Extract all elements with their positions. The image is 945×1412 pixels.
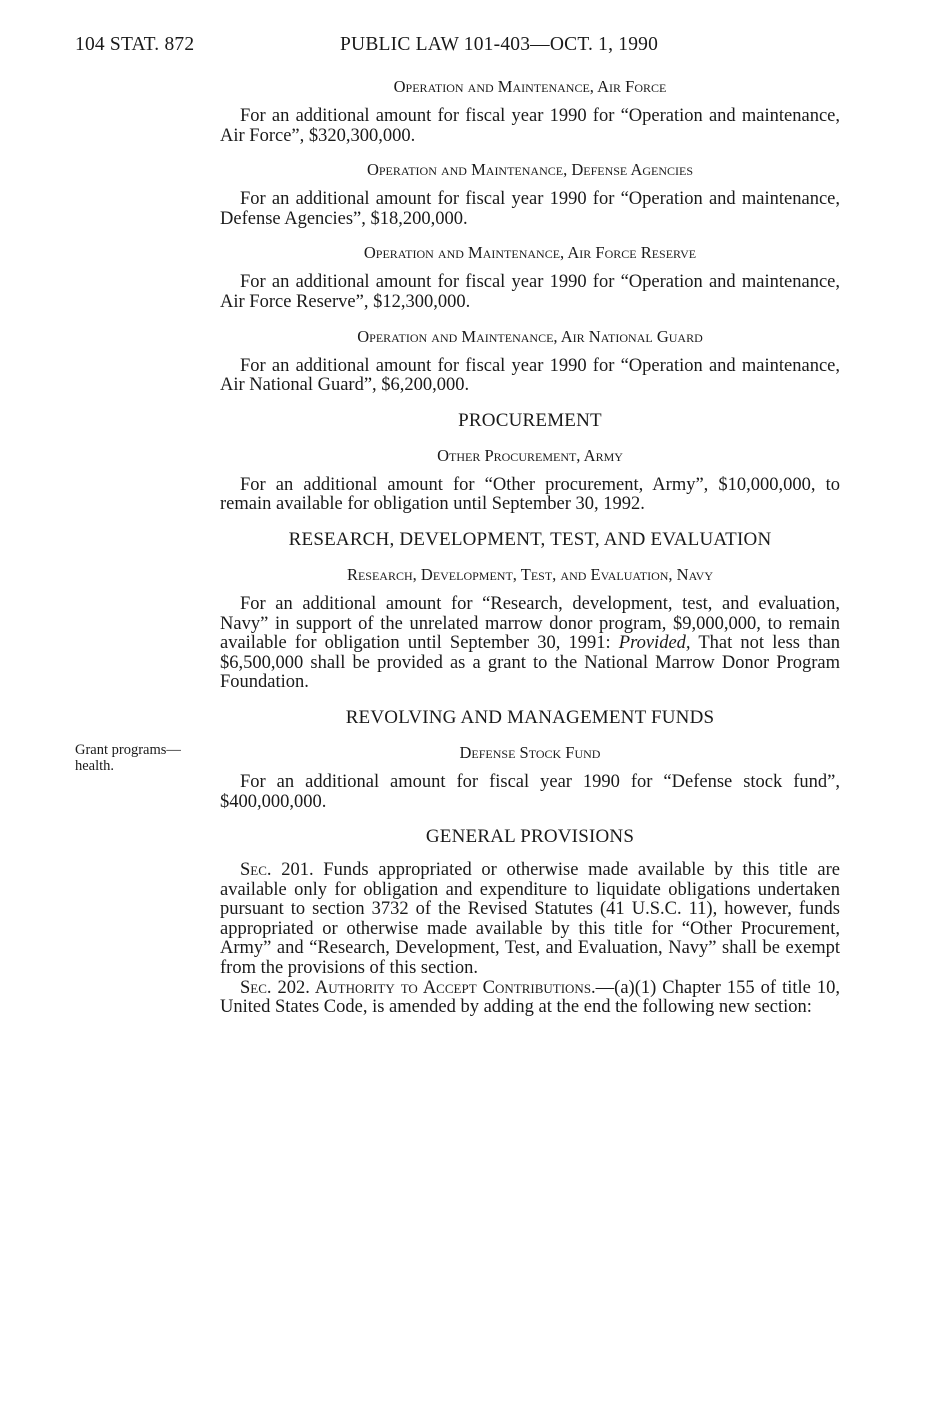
rdte-text-after: That not less than $6,500,000 shall be provided as a grant to the National Marrow Donor Program Foundation.	[220, 633, 840, 693]
paragraph-defense-stock-fund: For an additional amount for fiscal year 1990 for “Defense stock fund”, $400,000,000.	[220, 771, 840, 812]
section-heading-rdte-navy: Research, Development, Test, and Evaluation, Navy	[346, 564, 714, 584]
paragraph-om-defense-agencies: For an additional amount for fiscal year 1990 for “Operation and maintenance, Defense Agencies”, $18,200,000.	[220, 189, 840, 229]
title-revolving-funds: REVOLVING AND MANAGEMENT FUNDS	[345, 706, 715, 728]
paragraph-om-air-force: For an additional amount for fiscal year 1990 for “Operation and maintenance, Air Force”, $320,300,000.	[220, 106, 840, 146]
paragraph-other-procurement-army: For an additional amount for “Other procurement, Army”, $10,000,000, to remain available for obligation until September 30, 1992.	[220, 474, 840, 515]
stat-reference: 104 STAT. 872	[75, 34, 195, 55]
margin-note: Grant programs— health.	[75, 742, 181, 774]
section-heading-defense-stock-fund: Defense Stock Fund	[459, 742, 601, 762]
rdte-text-before: For an additional amount for “Research, development, test, and evaluation, Navy” in support of the unrelated marrow donor program, $9,000,000, to remain available for obligation until September 30, 1991:	[220, 593, 840, 654]
section-heading-other-procurement-army: Other Procurement, Army	[437, 445, 623, 465]
section-heading-om-air-force-reserve: Operation and Maintenance, Air Force Reserve	[363, 243, 697, 263]
title-procurement: PROCUREMENT	[458, 409, 602, 431]
paragraph-sec-201	[220, 861, 840, 979]
paragraph-om-air-force-reserve: For an additional amount for fiscal year 1990 for “Operation and maintenance, Air Force Reserve”, $12,300,000.	[220, 272, 840, 312]
section-heading-om-defense-agencies: Operation and Maintenance, Defense Agencies	[366, 160, 694, 180]
title-rdte: RESEARCH, DEVELOPMENT, TEST, AND EVALUATION	[288, 528, 772, 550]
sec-202-caption: Authority to Accept Contributions.	[309, 977, 596, 998]
paragraph-om-air-national-guard: For an additional amount for fiscal year 1990 for “Operation and maintenance, Air National Guard”, $6,200,000.	[220, 355, 840, 396]
sec-202-text: —(a)(1) Chapter 155 of title 10, United States Code, is amended by adding at the end the following new section:	[220, 977, 840, 1018]
title-general-provisions: GENERAL PROVISIONS	[425, 826, 635, 848]
paragraph-sec-202	[220, 979, 840, 1018]
sec-202-label: Sec. 202.	[240, 977, 310, 998]
law-title: PUBLIC LAW 101-403—OCT. 1, 1990	[340, 34, 659, 55]
sec-201-label: Sec. 201.	[240, 860, 314, 881]
paragraph-rdte-navy	[220, 595, 840, 693]
document-body	[220, 76, 840, 1031]
section-heading-om-air-force: Operation and Maintenance, Air Force	[393, 77, 667, 96]
rdte-provided: Provided,	[618, 633, 691, 654]
section-heading-om-air-national-guard: Operation and Maintenance, Air National Guard	[357, 326, 703, 346]
sec-201-text: Funds appropriated or otherwise made available by this title are available only for obligation and expenditure to liquidate obligations undertaken pursuant to section 3732 of the Revised Statutes (41 U.S.C. 11), however, funds appropriated or otherwise made available by this title for “Other Procurement, Army” and “Research, Development, Test, and Evaluation, Navy” shall be exempt from the provisions of this section.	[220, 860, 841, 979]
